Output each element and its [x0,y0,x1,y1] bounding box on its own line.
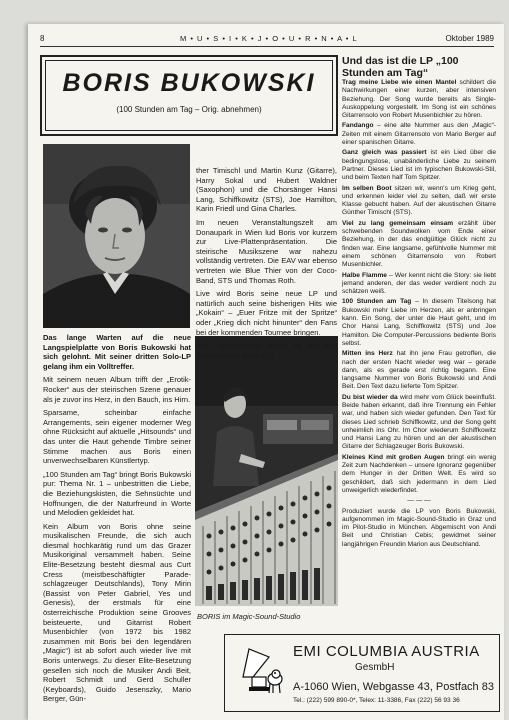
magazine-name: M • U • S • I • K • J • O • U • R • N • A • L [180,34,358,43]
track-title: Halbe Flamme [342,271,387,279]
production-note: Produziert wurde die LP von Boris Bukowski, aufgenommen im Magic-Sound-Studio in Graz und im Pilot-Studio in München. Abgemischt von Andi Beit und Christian Cebis; gewidmet seiner langjährigen Freundin Marion aus Deutschland. [342,507,496,548]
track-item [342,122,496,147]
track-title: Fandango [342,122,374,130]
paragraph: Mit seinem neuen Album trifft der „Erotik-Rocker“ aus der steirischen Szene genauer als je zuvor ins Herz, in den Bauch, ins Hirn. [43,375,191,404]
magazine-page [28,24,504,720]
track-description: schildert die Nachwirkungen einer kurzen, aber intensiven Beziehung. Der Song wurde bereits als Single-Auskoppelung vorgestellt. Im Song ist ein schönes Gitarrensolo von Robert Musenbichler zu hören. [342,79,496,120]
paragraph: Live wird Boris seine neue LP und natürlich auch seine bisherigen Hits wie „Kokain“ – „Euer Fritze mit der Spritze“ oder „Krieg dich nicht hinunter“ den Fans bei der kommenden Tournee bringen. [196,289,337,337]
article-title: BORIS BUKOWSKI [62,69,316,97]
track-title: Trag meine Liebe wie einen Mantel [342,79,457,86]
article-column-1 [43,333,191,708]
track-title: Viel zu lang gemeinsam einsam [342,219,454,227]
article-subtitle: (100 Stunden am Tag – Orig. abnehmen) [116,105,262,114]
paragraph: (Die Tourneedaten findet Ihr bei den Terminen auf Seite 31.) [196,341,337,360]
article-lead: Das lange Warten auf die neue Langspielplatte von Boris Bukowski hat sich gelohnt. Mit seiner dritten Solo-LP gelang ihm ein Volltreffer. [43,333,191,371]
photo-caption: BORIS im Magic-Sound-Studio [197,612,301,621]
track-list-column [342,79,496,551]
track-description: – Wer kennt nicht die Story: sie liebt jemand anderen, der das weder verdient noch zu schätzen weiß. [342,271,496,296]
paragraph: Kein Album von Boris ohne seine musikalischen Freunde, die sich auch diesmal hochkarätig rund um das Grazer Musikoriginal versammelt haben. Seine Elite-Besetzung besteht diesmal aus Curt Cress (meistbeschäftigter Parade-schlagzeuger Deutschlands), Tony Mirin (Bassist von Peter Gabriel, Yes und Genesis), der erstmals für eine österreichische Produktion seine Grooves beisteuerte, und Gitarrist Robert Musenbichler (von 1972 bis 1982 zusammen mit Boris bei den legendären „Magic“) ist ab sofort auch wieder live mit Boris unterwegs. Zu dieser Elite-Besetzung gesellen sich noch die Musiker Andi Beit, Robert Schmidt und Gerd Schuller (Keyboards), Guido Jesenszky, Mario Berger, Gün- [43,521,191,704]
track-item [342,149,496,182]
sidebar-heading: Und das ist die LP „100 Stunden am Tag“ [342,55,459,79]
track-description: hat ihn jene Frau getroffen, die nach der ersten Nacht wieder weg war – gerade dann, als es gerade erst richtig begann. Eine langsame Nummer von Boris Bukowski und Andi Beit. Den Text dazu lieferte Tom Spitzer. [342,350,496,391]
page-header [40,34,494,46]
page-number: 8 [40,34,45,43]
track-description: – eine alte Nummer aus den „Magic“-Zeiten mit einem Gitarrensolo von Mario Berger auf einer spanischen Gitarre. [342,122,496,147]
track-item [342,454,496,495]
paragraph: ther Timischl und Martin Kunz (Gitarre), Harry Sokal und Hubert Waldner (Saxophon) und die Chorsänger Hansi Lang, Schiffkowitz (STS), Joe Hamilton, Karin Friedl und Gina Charles. [196,166,337,214]
paragraph: „100 Stunden am Tag“ bringt Boris Bukowski pur: Thema Nr. 1 – unbestritten die Liebe, die Beziehungskisten, die Sehnsüchte und Hoffnungen, die der Naturfreund in Worte und Melodien gekleidet hat. [43,469,191,518]
article-column-2 [196,166,337,364]
studio-photo [195,336,338,606]
track-item [342,298,496,348]
track-item [342,220,496,270]
track-item [342,394,496,452]
his-masters-voice-logo-icon [239,647,285,697]
paragraph: Sparsame, scheinbar einfache Arrangements, sein eigener moderner Weg ohne Rücksicht auf aktuelle „Hitsounds“ und das unter die Haut gehende Timbre seiner Stimme machen aus Boris einen unverwechselbaren Künstlertyp. [43,408,191,466]
title-box [40,55,338,136]
track-description: sitzen wir, wenn's um Krieg geht, und erkennen leider viel zu selten, daß wir erste Klasse gebucht haben. Auf der akustischen Gitarre Günther Timischl (STS). [342,184,496,217]
company-contact: Tel.: (222) 599 890-0*, Telex: 11-3386, Fax (222) 56 93 36 [293,697,460,704]
track-title: Ganz gleich was passiert [342,149,427,157]
header-rule [40,46,494,47]
title-inner-frame [45,60,333,131]
company-address: A-1060 Wien, Webgasse 43, Postfach 83 [293,681,494,693]
company-form: GesmbH [355,662,395,673]
paragraph: Im neuen Veranstaltungszelt am Donaupark in Wien lud Boris vor kurzem zur Live-Plattenpräsentation. Die steirische Musikszene war nahezu vollständig vertreten. Die EAV war ebenso vertreten wie Blue Thier von der Coco-Band, STS und Thomas Roth. [196,217,337,285]
track-description: bringt ein wenig Zeit zum Nachdenken – unsere Ignoranz gegenüber dem Hunger in der Dritten Welt. Es wird so geschildert, daß sich jedermann in dem Lied unweigerlich wiederfindet. [342,453,496,494]
track-item [342,79,496,120]
company-name: EMI COLUMBIA AUSTRIA [293,643,480,660]
track-title: Du bist wieder da [342,393,398,401]
track-title: 100 Stunden am Tag [342,298,412,306]
track-item [342,185,496,218]
track-description: erzählt über schwebenden Soundwolken vom Ende einer Beziehung, in der das endgültige Glück nicht zu finden war. Eine langsame, gefühlvolle Nummer mit einem schönen Gitarrensolo von Robert Musenbichler. [342,219,496,269]
track-title: Im selben Boot [342,184,392,192]
track-description: – In diesem Titelsong hat Bukowski mehr Liebe im Herzen, als er anbringen kann. Ein Song, der unter die Haut geht, und im Chor Hansi Lang, Schiffkowitz (STS) und Joe Hamilton. Die Computer-Percussions bediente Boris selbst. [342,298,496,347]
section-divider: — — — [407,497,431,505]
issue-date: Oktober 1989 [445,34,494,43]
track-description: wird mehr vom Glück beeinflußt. Beide haben erkannt, daß ihre Trennung ein Fehler war, und haben sich wieder gefunden. Den Text für dieses Lied schrieb Schiffkowitz, und der Song geht unheimlich ins Ohr. Im Chor wiederum Schiffkowitz und Hansi Lang zu hören und an der akustischen Gitarre der Schlagzeuger Boris Bukowski. [342,393,497,451]
emi-advertisement [224,634,500,712]
track-item [342,350,496,391]
portrait-photo [43,144,190,328]
track-description: ist ein Lied über die bedingungslose, unabänderliche Liebe zu seinem Partner. Dieses Lied ist im typischen Bukowski-Stil, und beim Texten half Tom Spitzer. [342,149,496,182]
track-title: Mitten ins Herz [342,350,393,358]
track-item [342,272,496,297]
track-title: Kleines Kind mit großen Augen [342,453,445,461]
